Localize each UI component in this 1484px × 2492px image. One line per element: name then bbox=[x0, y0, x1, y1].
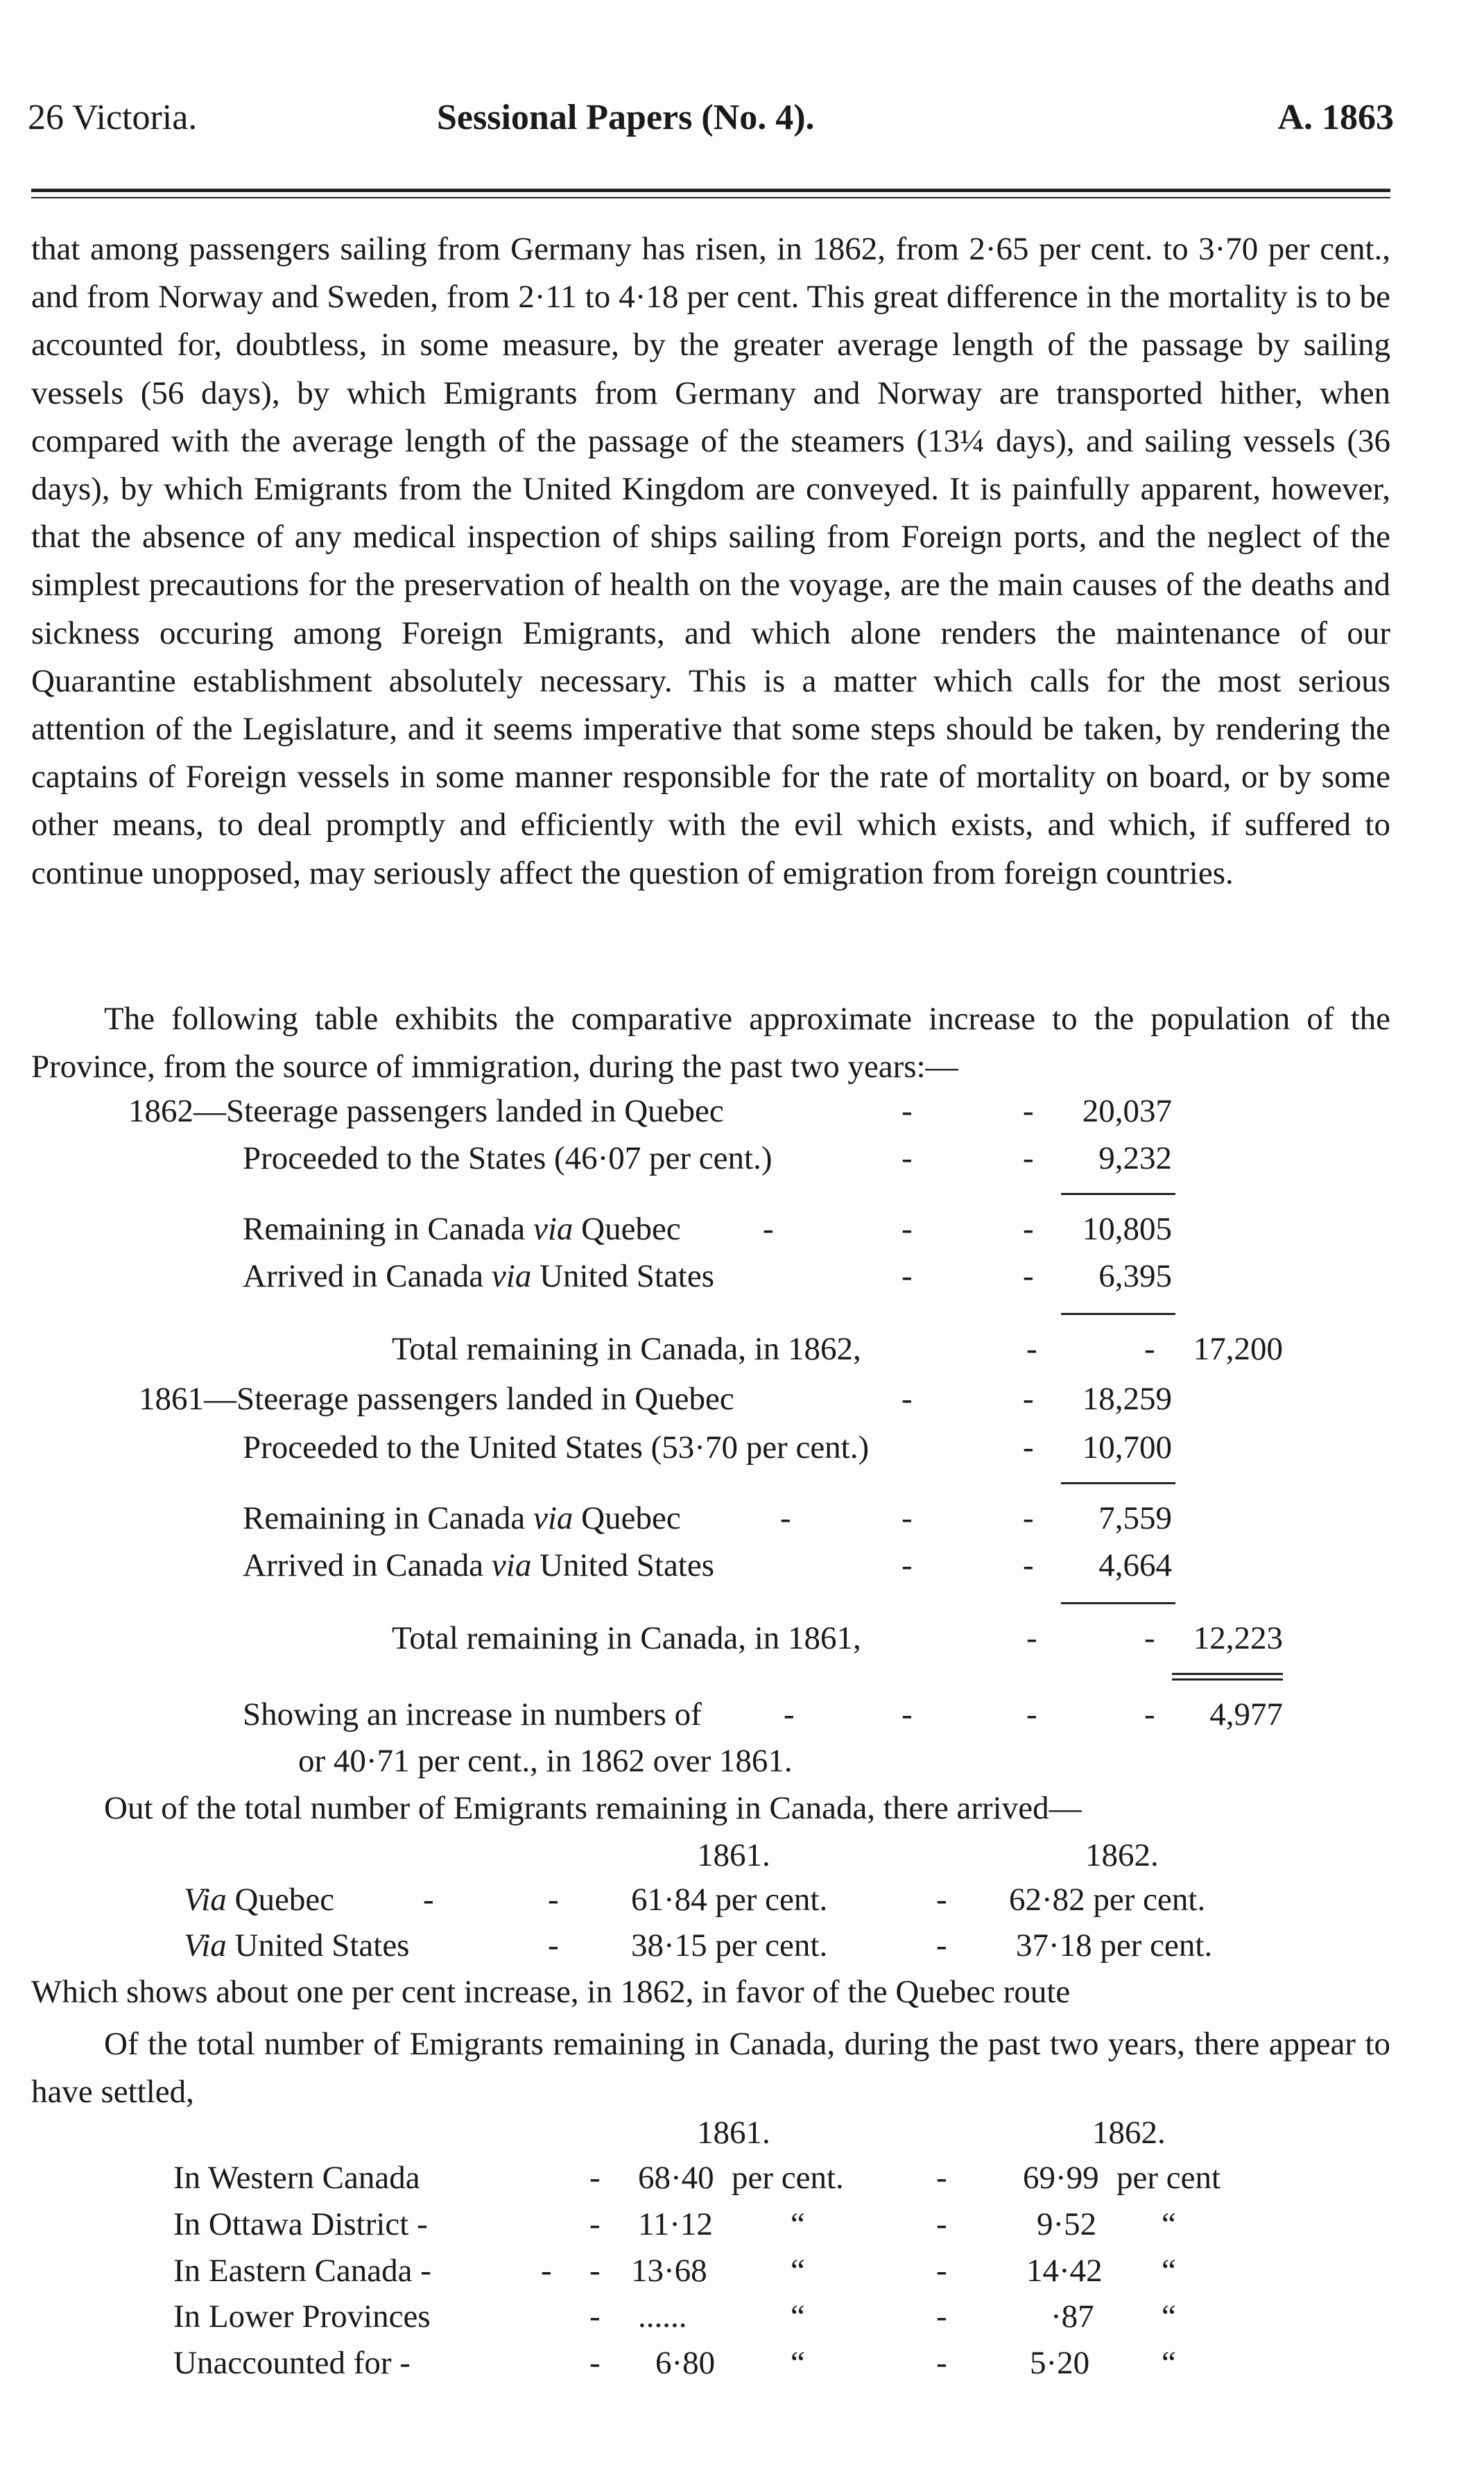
leader-dash: - bbox=[589, 2345, 601, 2381]
leader-dash: - bbox=[936, 2298, 947, 2335]
label-text: Arrived in Canada bbox=[243, 1258, 492, 1294]
total-rule bbox=[1172, 1678, 1283, 1681]
leader-dash: - bbox=[1144, 1331, 1155, 1367]
col-1861-header: 1861. bbox=[697, 1837, 770, 1873]
settlement-row-1862: 69·99 bbox=[1023, 2160, 1099, 2196]
subtotal-rule bbox=[1061, 1193, 1175, 1195]
leader-dash: - bbox=[1023, 1211, 1034, 1247]
leader-dash: - bbox=[589, 2298, 601, 2335]
row-1861-remaining-quebec-value: 7,559 bbox=[1098, 1500, 1172, 1536]
leader-dash: - bbox=[1023, 1093, 1034, 1129]
row-1861-total-value: 12,223 bbox=[1193, 1620, 1283, 1656]
row-1862-landed-label: 1862—Steerage passengers landed in Quebec bbox=[128, 1093, 724, 1129]
settlement-row-1862: 14·42 bbox=[1026, 2253, 1103, 2289]
label-text: United States bbox=[226, 1927, 410, 1963]
leader-dash: - bbox=[1026, 1696, 1037, 1733]
header-session: 26 Victoria. bbox=[28, 98, 198, 137]
label-text: Quebec bbox=[226, 1882, 335, 1918]
leader-dash: - bbox=[901, 1211, 913, 1247]
leader-dash: - bbox=[936, 2160, 947, 2196]
route-row-1862: 62·82 per cent. bbox=[1009, 1882, 1206, 1918]
settlement-row-1862: 9·52 bbox=[1037, 2206, 1097, 2242]
settlement-row-label: In Lower Provinces bbox=[173, 2298, 431, 2335]
settlement-row-1861-unit: “ bbox=[791, 2298, 805, 2335]
route-row-1861: 38·15 per cent. bbox=[631, 1927, 828, 1963]
via-word: via bbox=[491, 1547, 532, 1583]
row-1862-arrived-us-label bbox=[243, 1257, 714, 1295]
route-row-label bbox=[184, 1881, 334, 1918]
header-rule-thin bbox=[31, 197, 1390, 198]
row-1862-proceeded-label: Proceeded to the States (46·07 per cent.) bbox=[243, 1140, 773, 1176]
settlement-row-1861: 68·40 bbox=[638, 2160, 714, 2196]
leader-dash: - bbox=[1144, 1696, 1155, 1733]
leader-dash: - bbox=[936, 1927, 947, 1963]
leader-dash: - bbox=[589, 2206, 601, 2242]
via-word: via bbox=[533, 1211, 573, 1247]
leader-dash: - bbox=[763, 1211, 774, 1247]
settlement-row-label: In Ottawa District - bbox=[173, 2206, 428, 2242]
settlement-row-1862-unit: “ bbox=[1162, 2206, 1176, 2242]
label-text: Remaining in Canada bbox=[243, 1500, 533, 1536]
leader-dash: - bbox=[784, 1696, 795, 1733]
row-1862-remaining-quebec-value: 10,805 bbox=[1082, 1211, 1172, 1247]
header-title: Sessional Papers (No. 4). bbox=[437, 98, 815, 137]
row-1861-arrived-us-label bbox=[243, 1547, 714, 1584]
subtotal-rule bbox=[1061, 1602, 1175, 1604]
leader-dash: - bbox=[901, 1381, 913, 1417]
leader-dash: - bbox=[589, 2160, 601, 2196]
leader-dash: - bbox=[901, 1140, 913, 1176]
label-text: Arrived in Canada bbox=[243, 1547, 492, 1583]
header-year: A. 1863 bbox=[1277, 98, 1394, 137]
col-1862-header: 1862. bbox=[1092, 2115, 1166, 2151]
settlement-row-1862-unit: per cent bbox=[1116, 2160, 1221, 2196]
via-word: Via bbox=[184, 1927, 227, 1963]
paragraph-text: that among passengers sailing from Germany has risen, in 1862, from 2·65 per cent. to 3·70 per cent., and from Norway and Sweden, from 2·11 to 4·18 per cent. This great difference in the mortality is to be accounted for, doubtless, in some measure, by the greater average length of the passage by sailing vessels (56 days), by which Emigrants from Germany and Norway are transported hither, when compared with the average length of the passage of the steamers (13¼ days), and sailing vessels (36 days), by which Emigrants from the United Kingdom are conveyed. It is painfully apparent, however, that the absence of any medical inspection of ships sailing from Foreign ports, and the neglect of the simplest precautions for the preservation of health on the voyage, are the main causes of the deaths and sickness occuring among Foreign Emigrants, and which alone renders the maintenance of our Quarantine establishment absolutely necessary. This is a matter which calls for the most serious attention of the Legislature, and it seems imperative that some steps should be taken, by rendering the captains of Foreign vessels in some manner responsible for the rate of mortality on board, or by some other means, to deal promptly and efficiently with the evil which exists, and which, if suffered to continue unopposed, may seriously affect the question of emigration from foreign countries. bbox=[31, 231, 1390, 891]
settlement-row-1861-unit: “ bbox=[791, 2345, 805, 2381]
increase-percent: or 40·71 per cent., in 1862 over 1861. bbox=[298, 1743, 793, 1779]
row-1861-proceeded-value: 10,700 bbox=[1082, 1429, 1172, 1466]
route-row-1861: 61·84 per cent. bbox=[631, 1882, 828, 1918]
row-1862-proceeded-value: 9,232 bbox=[1098, 1140, 1172, 1176]
label-text: Remaining in Canada bbox=[243, 1211, 533, 1247]
route-row-label bbox=[184, 1927, 409, 1964]
leader-dash: - bbox=[901, 1258, 913, 1294]
leader-dash: - bbox=[901, 1093, 913, 1129]
increase-value: 4,977 bbox=[1209, 1696, 1283, 1733]
route-row-1862: 37·18 per cent. bbox=[1016, 1927, 1213, 1963]
settlement-row-1861: ...... bbox=[638, 2298, 687, 2335]
arrival-intro: Out of the total number of Emigrants remaining in Canada, there arrived— bbox=[104, 1790, 1082, 1826]
leader-dash: - bbox=[936, 1882, 947, 1918]
via-word: via bbox=[491, 1258, 532, 1294]
leader-dash: - bbox=[548, 1882, 559, 1918]
subtotal-rule bbox=[1061, 1313, 1175, 1315]
label-text: United States bbox=[531, 1258, 715, 1294]
settlement-row-1862-unit: “ bbox=[1162, 2253, 1176, 2289]
leader-dash: - bbox=[1026, 1331, 1037, 1367]
col-1861-header: 1861. bbox=[697, 2115, 770, 2151]
row-1861-total-label: Total remaining in Canada, in 1861, bbox=[392, 1620, 861, 1656]
leader-dash: - bbox=[1026, 1620, 1037, 1656]
body-paragraph-1 bbox=[31, 225, 1390, 897]
via-word: via bbox=[533, 1500, 573, 1536]
leader-dash: - bbox=[423, 1882, 434, 1918]
row-1861-landed-label: 1861—Steerage passengers landed in Quebec bbox=[139, 1381, 734, 1417]
subtotal-rule bbox=[1061, 1482, 1175, 1484]
leader-dash: - bbox=[541, 2253, 552, 2289]
route-summary: Which shows about one per cent increase, in 1862, in favor of the Quebec route bbox=[31, 1974, 1071, 2010]
row-1861-arrived-us-value: 4,664 bbox=[1098, 1547, 1172, 1583]
settlement-row-1862-unit: “ bbox=[1162, 2298, 1176, 2335]
leader-dash: - bbox=[780, 1500, 791, 1536]
settlement-row-1861-unit: “ bbox=[791, 2206, 805, 2242]
leader-dash: - bbox=[1023, 1381, 1034, 1417]
label-text: Quebec bbox=[573, 1500, 681, 1536]
leader-dash: - bbox=[1023, 1500, 1034, 1536]
leader-dash: - bbox=[901, 1500, 913, 1536]
settlement-row-1861: 6·80 bbox=[655, 2345, 716, 2381]
label-text: United States bbox=[531, 1547, 715, 1583]
total-rule bbox=[1172, 1673, 1283, 1675]
body-paragraph-2 bbox=[31, 995, 1390, 1091]
settlement-row-1861: 13·68 bbox=[631, 2253, 707, 2289]
row-1862-landed-value: 20,037 bbox=[1082, 1093, 1172, 1129]
leader-dash: - bbox=[936, 2206, 947, 2242]
settlement-row-1862-unit: “ bbox=[1162, 2345, 1176, 2381]
increase-label: Showing an increase in numbers of bbox=[243, 1696, 702, 1733]
settlement-row-1861: 11·12 bbox=[638, 2206, 713, 2242]
settlement-intro-block bbox=[31, 2020, 1390, 2116]
leader-dash: - bbox=[936, 2253, 947, 2289]
leader-dash: - bbox=[901, 1696, 913, 1733]
settlement-row-label: In Eastern Canada - bbox=[173, 2253, 431, 2289]
row-1862-arrived-us-value: 6,395 bbox=[1098, 1258, 1172, 1294]
paragraph-text: The following table exhibits the comparative approximate increase to the population of the Province, from the source of immigration, during the past two years:— bbox=[31, 1001, 1390, 1085]
settlement-row-1862: ·87 bbox=[1051, 2298, 1094, 2335]
settlement-row-1862: 5·20 bbox=[1030, 2345, 1090, 2381]
settlement-row-1861-unit: “ bbox=[791, 2253, 805, 2289]
row-1861-remaining-quebec-label bbox=[243, 1500, 681, 1537]
leader-dash: - bbox=[1023, 1547, 1034, 1583]
leader-dash: - bbox=[1023, 1429, 1034, 1466]
row-1862-total-value: 17,200 bbox=[1193, 1331, 1283, 1367]
row-1861-landed-value: 18,259 bbox=[1082, 1381, 1172, 1417]
via-word: Via bbox=[184, 1882, 227, 1918]
row-1862-total-label: Total remaining in Canada, in 1862, bbox=[392, 1331, 861, 1367]
leader-dash: - bbox=[901, 1547, 913, 1583]
label-text: Quebec bbox=[573, 1211, 681, 1247]
row-1861-proceeded-label: Proceeded to the United States (53·70 per cent.) bbox=[243, 1429, 870, 1466]
col-1862-header: 1862. bbox=[1085, 1837, 1159, 1873]
settlement-row-label: In Western Canada bbox=[173, 2160, 420, 2196]
settlement-intro: Of the total number of Emigrants remaining in Canada, during the past two years, there appear to have settled, bbox=[31, 2026, 1390, 2111]
settlement-row-1861-unit: per cent. bbox=[732, 2160, 844, 2196]
leader-dash: - bbox=[936, 2345, 947, 2381]
header-rule-thick bbox=[31, 189, 1390, 192]
leader-dash: - bbox=[1023, 1258, 1034, 1294]
row-1862-remaining-quebec-label bbox=[243, 1210, 681, 1248]
leader-dash: - bbox=[548, 1927, 559, 1963]
leader-dash: - bbox=[1144, 1620, 1155, 1656]
settlement-row-label: Unaccounted for - bbox=[173, 2345, 411, 2381]
leader-dash: - bbox=[1023, 1140, 1034, 1176]
leader-dash: - bbox=[589, 2253, 601, 2289]
